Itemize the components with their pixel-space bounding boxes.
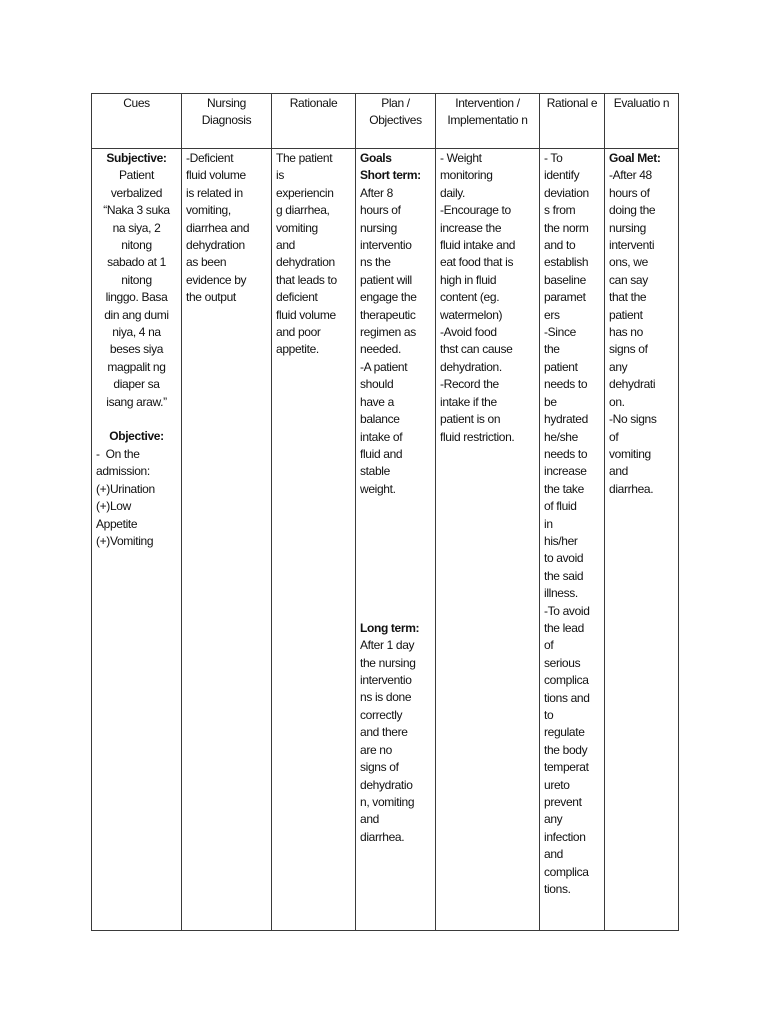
text-line: to [544,708,554,722]
text-line: -Since [544,325,576,340]
text-line: evidence by [186,272,247,287]
text-line: complica [544,864,589,879]
plan-cell [356,149,436,931]
text-line: hydrated [544,412,588,427]
text-line: and there [360,725,408,740]
text-line: needs to [544,377,588,392]
text-line: have a [360,394,394,409]
text-line: and poor [276,325,321,340]
text-line: -Avoid food [440,325,497,340]
text-line: the take [544,481,584,496]
text-line: identify [544,168,580,183]
text-line: admission: [96,464,150,479]
text-line: diarrhea. [360,829,405,844]
text-line: -Record the [440,377,499,392]
text-line: signs of [609,342,648,357]
text-line: nursing [360,220,397,235]
text-line: illness. [544,586,578,601]
text-line: temperat [544,760,589,775]
text-line: -Encourage to [440,203,511,218]
text-line: be [544,394,557,409]
text-line: fluid and [360,446,403,461]
text-line: the nursing [360,655,416,670]
text-line: the norm [544,220,589,235]
text-line: and [609,464,628,479]
text-line: of [609,429,619,444]
text-line: as been [186,255,227,270]
text-line: niya, 4 na [112,325,161,340]
text-line: ns is done [360,690,412,705]
text-line: his/her [544,533,578,548]
text-line: vomiting [276,220,318,235]
text-line: vomiting, [186,203,231,218]
text-line: experiencin [276,185,334,200]
header-cues: Cues [92,94,182,149]
text-line: Short term: [360,168,421,183]
text-line: ns the [360,255,391,270]
content-row [92,149,679,931]
text-line: any [544,812,563,827]
text-line: dehydrati [609,377,656,392]
text-line: to avoid [544,551,584,566]
text-line: are no [360,742,392,757]
text-line: -After 48 [609,168,652,183]
subjective-text [96,167,177,411]
text-line: appetite. [276,342,319,357]
text-line: correctly [360,707,403,722]
text-line: - On the [96,446,140,461]
text-line: diarrhea and [186,220,250,235]
text-line: infection [544,829,586,844]
rationale-cell [272,149,356,931]
text-line: on. [609,394,625,409]
text-line: daily. [440,185,466,200]
text-line: nursing [609,220,646,235]
text-line: Patient [119,168,154,183]
text-line: that the [609,290,647,305]
text-line: diaper sa [113,377,160,392]
text-line: the said [544,568,584,583]
text-line: and [360,812,379,827]
text-line: fluid restriction. [440,429,515,444]
text-line: - To [544,151,563,165]
text-line: vomiting [609,446,651,461]
text-line: din ang dumi [104,307,169,322]
text-line: signs of [360,760,399,775]
text-line: After 1 day [360,638,415,653]
header-row [92,94,679,149]
text-line: intake if the [440,394,497,409]
text-line [360,568,431,585]
text-line: in [544,516,553,531]
text-line: tions and [544,690,590,705]
text-line: the body [544,742,588,757]
text-line: fluid volume [186,168,246,183]
text-line: deficient [276,290,318,305]
text-line: is related in [186,185,243,200]
text-line: (+)Vomiting [96,533,154,548]
text-line: balance [360,412,400,427]
text-line: -To avoid [544,603,590,618]
rationale-2-cell [540,149,605,931]
text-line: any [609,359,628,374]
text-line: n, vomiting [360,794,415,809]
text-line: of fluid [544,499,577,514]
text-line: dehydration [276,255,335,270]
text-line: na siya, 2 [112,220,161,235]
evaluation-cell [605,149,679,931]
text-line: thst can cause [440,342,513,357]
header-nursing-diagnosis: Nursing Diagnosis [182,94,272,149]
text-line: therapeutic [360,307,416,322]
text-line: watermelon) [440,307,503,322]
text-line: increase the [440,220,502,235]
text-line: sabado at 1 [107,255,166,270]
text-line: establish [544,255,589,270]
text-line: fluid intake and [440,238,516,253]
text-line: -Deficient [186,151,234,165]
text-line: regimen as [360,325,416,340]
header-evaluation: Evaluatio n [605,94,679,149]
text-line: - Weight [440,151,482,165]
text-line: doing the [609,203,656,218]
text-line: complica [544,673,589,688]
text-line [360,498,431,515]
text-line: ureto [544,777,570,792]
text-line: and to [544,238,576,253]
text-line: eat food that is [440,255,514,270]
header-intervention: Intervention / Implementatio n [436,94,540,149]
text-line: hours of [360,203,401,218]
header-plan-objectives: Plan / Objectives [356,94,436,149]
nursing-care-plan-table [91,93,679,931]
text-line: serious [544,655,581,670]
text-line: can say [609,272,648,287]
text-line: beses siya [109,342,164,357]
text-line [360,602,431,619]
text-line: -No signs [609,412,657,427]
diagnosis-cell [182,149,272,931]
text-line: The patient [276,151,333,165]
text-line: (+)Low [96,499,131,514]
text-line: dehydration [186,238,245,253]
text-line: Goal Met: [609,151,661,165]
text-line: content (eg. [440,290,500,305]
text-line: linggo. Basa [105,290,168,305]
text-line: interventio [360,238,412,253]
text-line: dehydratio [360,777,413,792]
text-line: patient is on [440,412,501,427]
text-line: fluid volume [276,307,336,322]
text-line: Goals [360,151,392,165]
text-line [360,516,431,533]
text-line: engage the [360,290,417,305]
text-line: diarrhea. [609,481,654,496]
text-line: and [544,847,563,862]
header-rationale: Rationale [272,94,356,149]
text-line: the output [186,290,236,305]
text-line: has no [609,325,643,340]
text-line: is [276,168,284,183]
text-line: needed. [360,342,401,357]
text-line: tions. [544,882,571,897]
text-line: intake of [360,429,403,444]
spacer [96,411,177,428]
text-line: weight. [360,481,396,496]
text-line: patient [544,359,578,374]
text-line: ons, we [609,255,648,270]
text-line: the lead [544,620,584,635]
text-line: nitong [121,272,152,287]
text-line: regulate [544,725,585,740]
text-line: nitong [121,238,152,253]
text-line: magpalit ng [107,359,166,374]
intervention-cell [436,149,540,931]
text-line: and [276,238,295,253]
objective-text [96,446,177,550]
text-line: patient will [360,272,412,287]
subjective-heading: Subjective: [106,151,167,165]
text-line: of [544,638,554,653]
text-line: paramet [544,290,586,305]
text-line: isang araw.” [106,394,167,409]
text-line: Long term: [360,620,420,635]
text-line: baseline [544,272,586,287]
text-line [360,585,431,602]
text-line: (+)Urination [96,481,155,496]
text-line [360,550,431,567]
text-line: dehydration. [440,359,502,374]
text-line: patient [609,307,643,322]
text-line: interventio [360,673,412,688]
text-line: verbalized [110,185,163,200]
text-line: g diarrhea, [276,203,330,218]
text-line: needs to [544,446,588,461]
text-line: “Naka 3 suka [103,203,170,218]
text-line: Appetite [96,516,138,531]
text-line: he/she [544,429,578,444]
text-line: the [544,342,560,357]
text-line: hours of [609,185,650,200]
text-line [360,533,431,550]
text-line: stable [360,464,390,479]
header-rationale-2: Rational e [540,94,605,149]
text-line: increase [544,464,587,479]
text-line: that leads to [276,272,337,287]
text-line: prevent [544,795,582,810]
objective-heading: Objective: [109,429,164,444]
text-line: deviation [544,185,589,200]
text-line: interventi [609,238,655,253]
text-line: After 8 [360,185,393,200]
text-line: high in fluid [440,272,497,287]
text-line: -A patient [360,359,408,374]
text-line: ers [544,307,560,322]
text-line: should [360,377,394,392]
text-line: s from [544,203,576,218]
cues-cell [92,149,182,931]
text-line: monitoring [440,168,493,183]
